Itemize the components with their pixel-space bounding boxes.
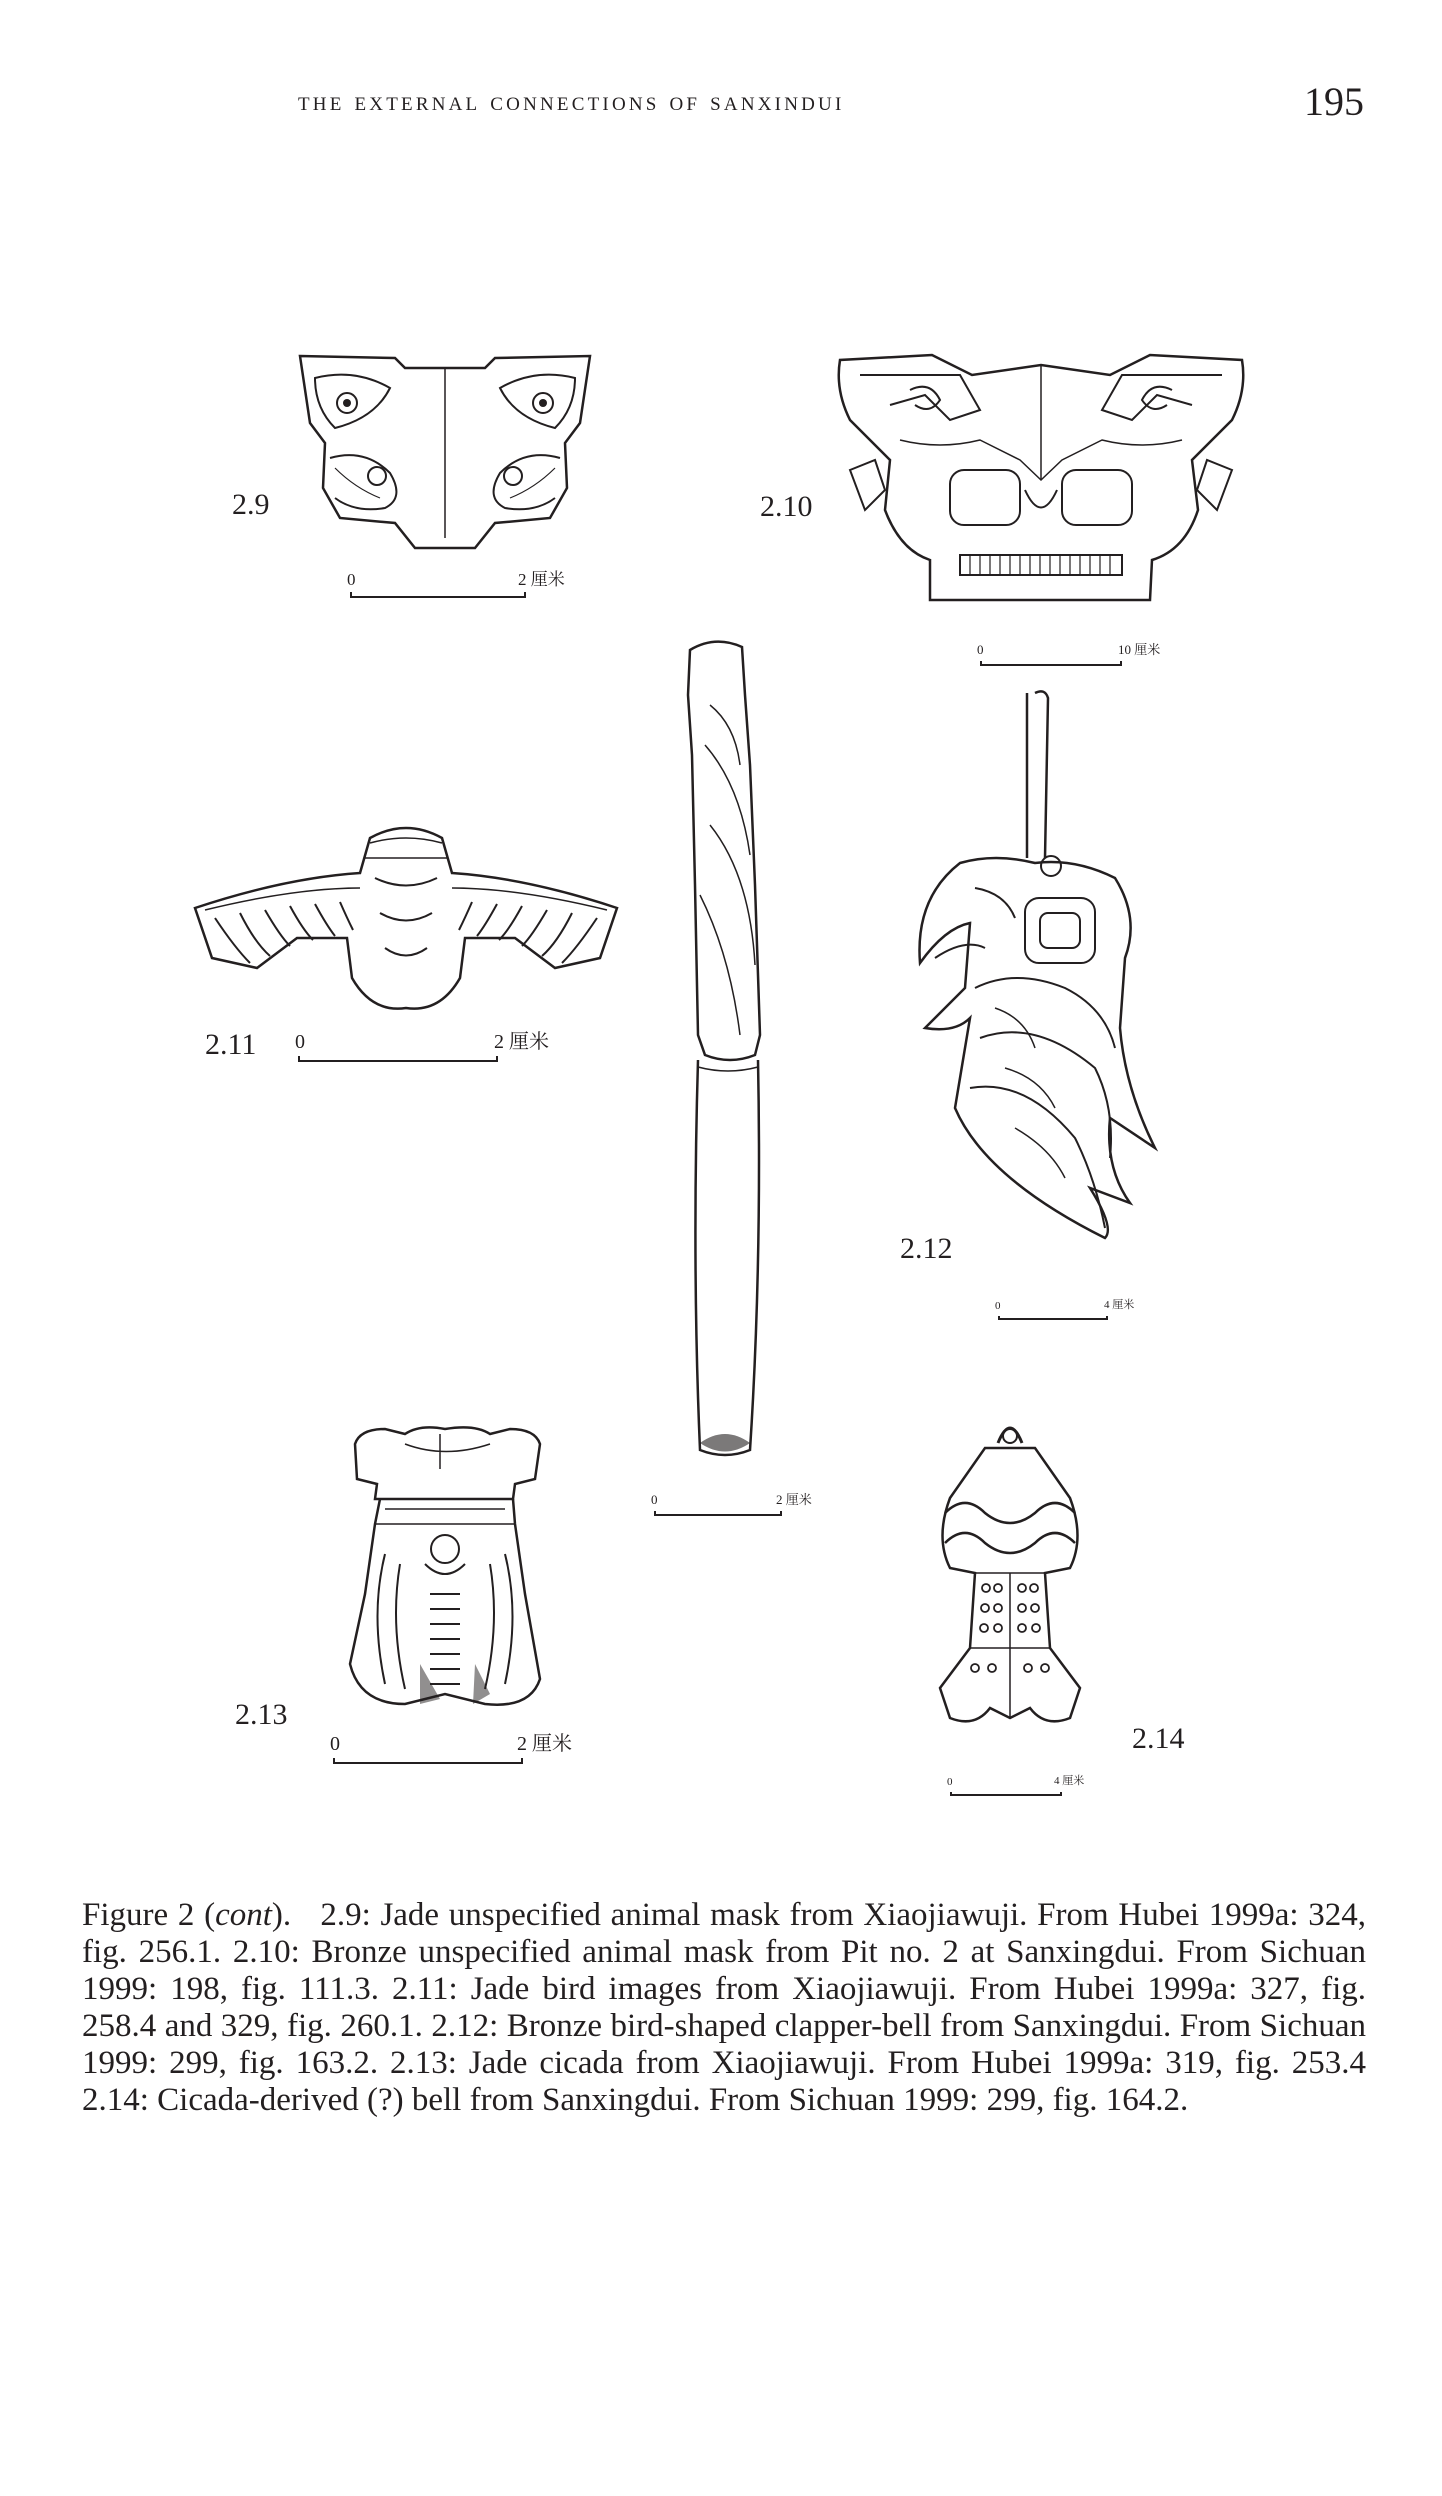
figure-2-10-illustration	[830, 350, 1252, 615]
scale-bar-2-12	[995, 1299, 1135, 1320]
caption-body: 2.9: Jade unspecified animal mask from Xiaojiawuji. From Hubei 1999a: 324, fig. 256.1. 2.10: Bronze unspecified animal mask from Pit no. 2 at Sanxingdui. From Sichuan 1999: 198, fig. 111.3. 2.11: Jade bird images from Xiaojiawuji. From Hubei 1999a: 327, fig. 258.4 and 329, fig. 260.1. 2.12: Bronze bird-shaped clapper-bell from Sanxingdui. From Sichuan 1999: 299, fig. 163.2. 2.13: Jade cicada from Xiaojiawuji. From Hubei 1999a: 319, fig. 253.4 2.14: Cicada-derived (?) bell from Sanxingdui. From Sichuan 1999: 299, fig. 164.2.	[82, 1897, 1366, 2118]
scale-zero: 0	[947, 1776, 953, 1788]
scale-bar-2-10	[977, 642, 1161, 666]
scale-max: 2 厘米	[517, 1733, 572, 1755]
caption-after-cont: ).	[271, 1897, 292, 1933]
scale-zero: 0	[330, 1733, 340, 1755]
scale-zero: 0	[995, 1300, 1001, 1312]
running-head: the external connections of sanxindui	[298, 86, 845, 116]
caption-lead: Figure 2 (	[82, 1897, 216, 1933]
scale-zero: 0	[977, 642, 984, 657]
scale-max: 2 厘米	[776, 1492, 812, 1507]
figure-label-2-12: 2.12	[900, 1232, 953, 1265]
figure-2-11-illustration	[195, 818, 617, 1008]
scale-bar-2-11	[295, 1031, 549, 1062]
scale-zero: 0	[347, 570, 356, 589]
scale-max: 2 厘米	[518, 570, 565, 589]
figure-2-13-illustration	[345, 1424, 550, 1714]
scale-max: 2 厘米	[494, 1031, 549, 1053]
scale-zero: 0	[651, 1492, 658, 1507]
scale-bar-2-14	[947, 1775, 1085, 1796]
figure-2-12-illustration	[915, 688, 1165, 1248]
scale-max: 10 厘米	[1118, 642, 1161, 657]
central-jade-rod-illustration	[670, 635, 790, 1470]
scale-max: 4 厘米	[1054, 1775, 1085, 1787]
figure-label-2-10: 2.10	[760, 490, 813, 523]
figure-label-2-9: 2.9	[232, 488, 270, 521]
figure-label-2-11: 2.11	[205, 1028, 257, 1061]
scale-bar-central	[651, 1492, 812, 1516]
scale-bar-2-9	[347, 570, 565, 598]
scale-bar-2-13	[330, 1733, 572, 1764]
figure-2-14-illustration	[920, 1418, 1100, 1738]
scale-zero: 0	[295, 1031, 305, 1053]
figure-label-2-14: 2.14	[1132, 1722, 1185, 1755]
figure-2-9-illustration	[295, 348, 595, 548]
figure-caption	[82, 1897, 1366, 2119]
page-number: 195	[1304, 79, 1364, 124]
figure-label-2-13: 2.13	[235, 1698, 288, 1731]
caption-cont: cont	[215, 1897, 272, 1933]
scale-max: 4 厘米	[1104, 1299, 1135, 1311]
